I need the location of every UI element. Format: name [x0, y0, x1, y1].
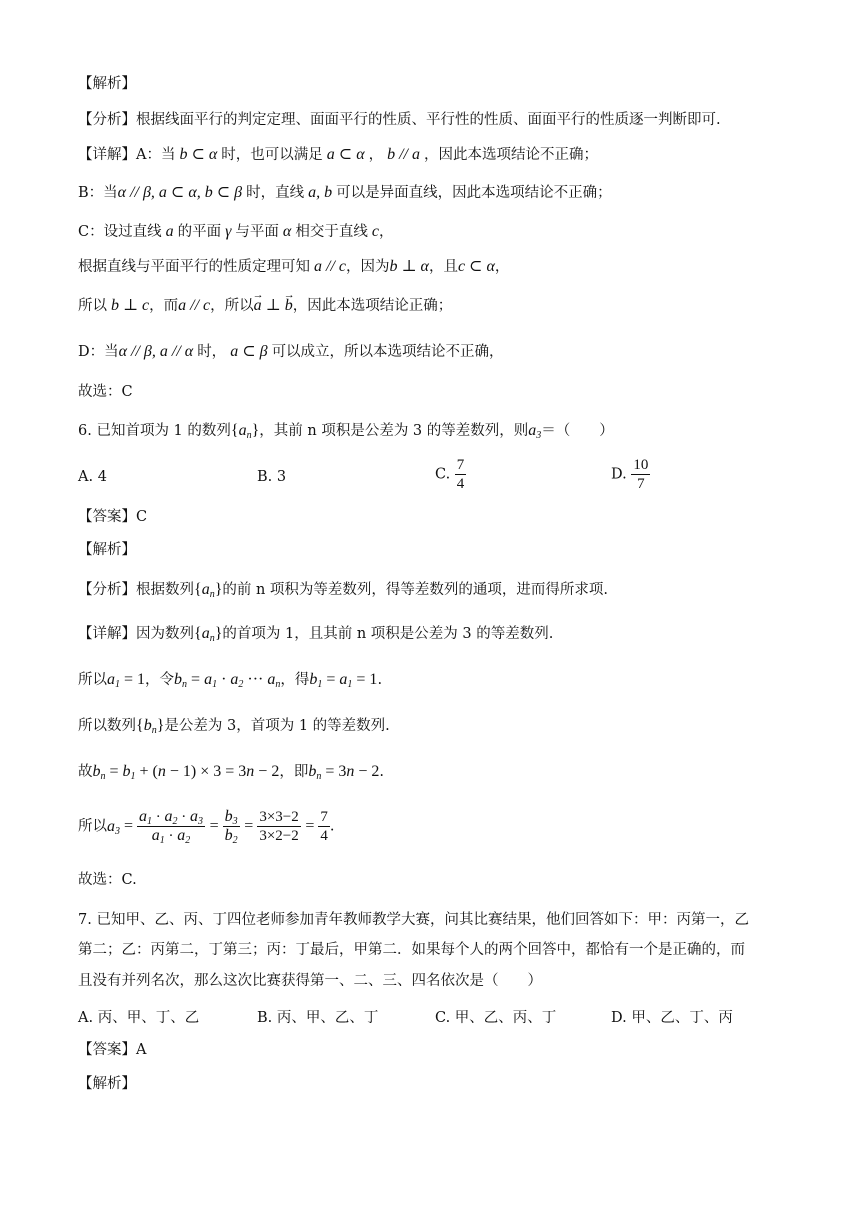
q6-option-d-fraction: $\frac{10}{7}$ — [633, 457, 649, 492]
q6-detail-1: 【详解】因为数列$\{a_n\}$的首项为 1，且其前 n 项积是公差为 3 的等差数列. — [78, 625, 554, 644]
q6-fraction-d: $\frac{7}{4}$ — [320, 809, 328, 844]
q6-option-c-fraction: $\frac{7}{4}$ — [456, 457, 465, 492]
q5-detail-d: D：当α // β, a // α 时， a ⊂ β 可以成立，所以本选项结论不正确， — [78, 343, 504, 360]
q7-option-d: D. 甲、乙、丁、丙 — [611, 1010, 733, 1026]
q6-fraction-a: $\frac{a_1 \cdot a_2 \cdot a_3}{a_1 \cdot a_2}$ — [139, 808, 204, 846]
q7-stem-line3: 且没有并列名次，那么这次比赛获得第一、二、三、四名依次是（ ） — [78, 973, 542, 989]
q7-stem-line1: 7. 已知甲、乙、丙、丁四位老师参加青年教师教学大赛，问其比赛结果，他们回答如下：甲：丙第一，乙 — [78, 912, 749, 928]
q6-guxuan: 故选：C. — [78, 872, 137, 888]
q6-detail-2: 所以$a_1 = 1$，令$b_n = a_1 \cdot a_2$ ··· $a_n$，得$b_1 = a_1 = 1$. — [78, 671, 383, 690]
q5-detail-a: 【详解】A：当 b ⊂ α 时，也可以满足 a ⊂ α ， b // a ，因此本选项结论不正确； — [78, 146, 598, 163]
q6-stem: 6. 已知首项为 1 的数列$\{a_n\}$，其前 n 项积是公差为 3 的等差数列，则$a_3=$（ ） — [78, 422, 614, 441]
q6-detail-5: 所以$a_3$ = $\frac{a_1 \cdot a_2 \cdot a_3}{a_1 \cdot a_2}$ = $\frac{b_3}{b_2}$ = $\frac{3\times 3-2}{3\times 2-2}$ = $\frac{7}{4}$ . — [78, 808, 335, 846]
q6-fraction-c: $\frac{3\times 3-2}{3\times 2-2}$ — [259, 809, 299, 844]
q6-detail-4: 故$b_n = b_1 + (n - 1) \times 3 = 3n - 2$，即$b_n = 3n - 2$. — [78, 763, 384, 782]
q6-option-a: A. 4 — [78, 469, 107, 485]
q6-option-c: C. $\frac{7}{4}$ — [435, 457, 465, 492]
q5-guxuan: 故选：C — [78, 384, 133, 400]
q5-detail-c3: 所以 b ⊥ c，而a // c，所以→ a ⊥ → b，因此本选项结论正确； — [78, 296, 452, 316]
q5-detail-b: B：当α // β, a ⊂ α, b ⊂ β 时，直线 a, b 可以是异面直线，因此本选项结论不正确； — [78, 184, 612, 201]
q5-detail-c2: 根据直线与平面平行的性质定理可知 a // c，因为b ⊥ α，且c ⊂ α， — [78, 258, 510, 275]
q7-answer: 【答案】A — [78, 1042, 147, 1058]
q6-fenxi: 【分析】根据数列$\{a_n\}$的前 n 项积为等差数列，得等差数列的通项，进而得所求项. — [78, 581, 609, 600]
q6-detail-3: 所以数列$\{b_n\}$是公差为 3，首项为 1 的等差数列. — [78, 717, 390, 736]
q7-option-c: C. 甲、乙、丙、丁 — [435, 1010, 557, 1026]
q6-jiexi: 【解析】 — [78, 542, 136, 558]
q7-jiexi: 【解析】 — [78, 1076, 136, 1092]
q6-fraction-b: $\frac{b_3}{b_2}$ — [224, 808, 238, 846]
q7-option-b: B. 丙、甲、乙、丁 — [257, 1010, 379, 1026]
q6-answer: 【答案】C — [78, 509, 148, 525]
q7-stem-line2: 第二；乙：丙第二，丁第三；丙：丁最后，甲第二．如果每个人的两个回答中，都恰有一个是正确的，而 — [78, 942, 745, 958]
q6-option-b: B. 3 — [257, 469, 287, 485]
section-header-jiexi: 【解析】 — [78, 76, 136, 92]
q5-fenxi: 【分析】根据线面平行的判定定理、面面平行的性质、平行性的性质、面面平行的性质逐一判断即可. — [78, 112, 721, 128]
q7-option-a: A. 丙、甲、丁、乙 — [78, 1010, 200, 1026]
q5-detail-c1: C：设过直线 a 的平面 γ 与平面 α 相交于直线 c， — [78, 223, 394, 240]
q6-option-d: D. $\frac{10}{7}$ — [611, 457, 649, 492]
